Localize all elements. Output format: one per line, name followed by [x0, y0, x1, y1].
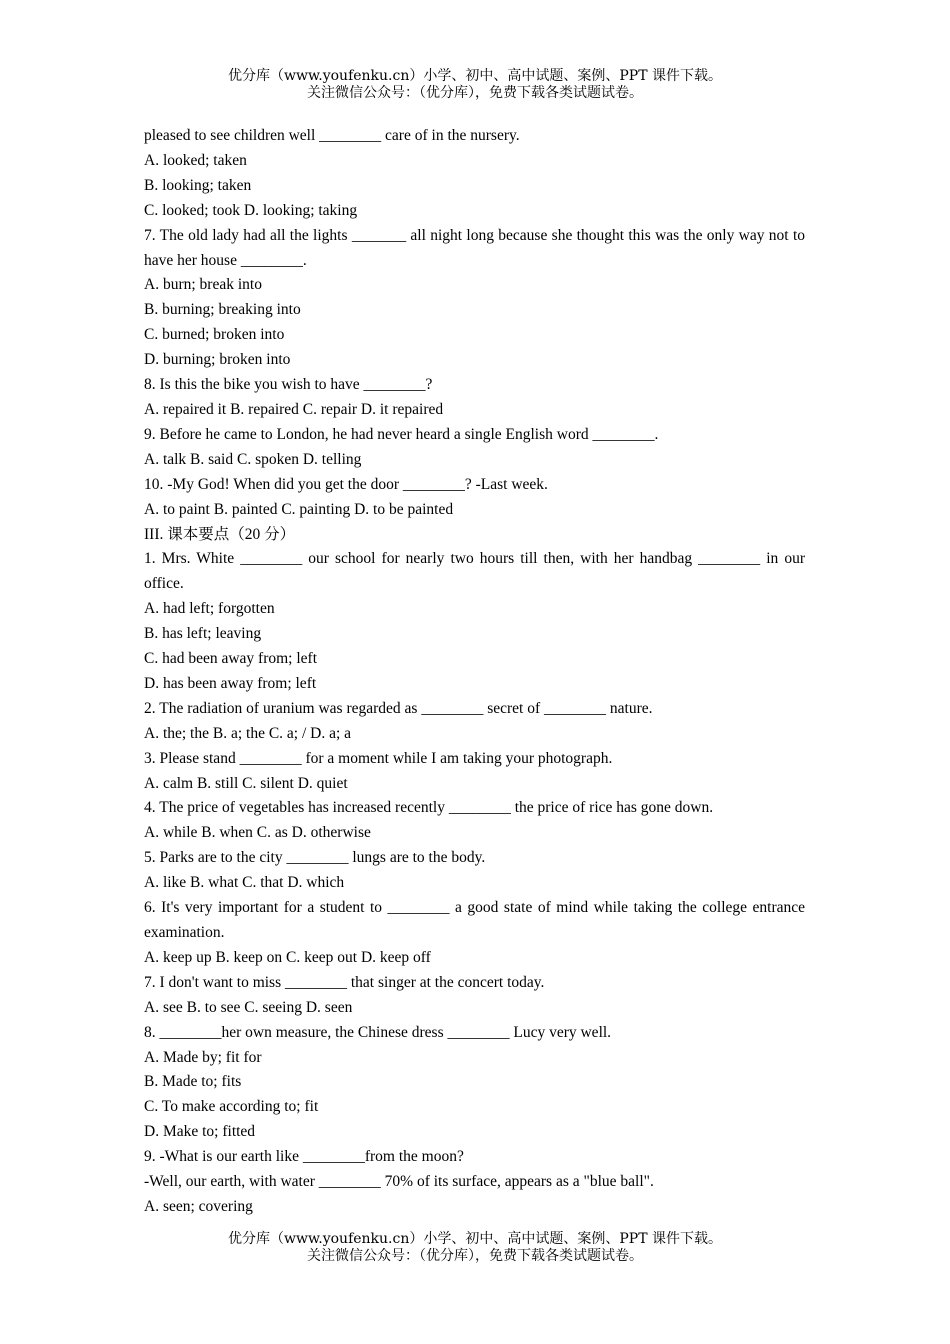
answer-options: A. keep up B. keep on C. keep out D. keep off [144, 948, 431, 966]
answer-option: C. burned; broken into [144, 326, 285, 344]
answer-option: B. burning; breaking into [144, 301, 301, 319]
section3-question-7: 7. I don't want to miss ________ that singer at the concert today. [144, 973, 545, 991]
answer-option: B. Made to; fits [144, 1073, 242, 1091]
answer-options: A. while B. when C. as D. otherwise [144, 824, 371, 842]
section3-question-8: 8. ________her own measure, the Chinese dress ________ Lucy very well. [144, 1023, 612, 1041]
answer-option: B. has left; leaving [144, 625, 262, 643]
section3-question-1: 1. Mrs. White ________ our school for nearly two hours till then, with her handbag ________ in our office. [144, 550, 805, 593]
section3-question-2: 2. The radiation of uranium was regarded as ________ secret of ________ nature. [144, 699, 653, 717]
answer-options: A. like B. what C. that D. which [144, 874, 345, 892]
answer-options: A. the; the B. a; the C. a; / D. a; a [144, 724, 352, 742]
answer-option: C. looked; took D. looking; taking [144, 201, 358, 219]
footer-line-1: 优分库（www.youfenku.cn）小学、初中、高中试题、案例、PPT 课件下载。 [227, 1231, 722, 1247]
answer-options: A. talk B. said C. spoken D. telling [144, 450, 362, 468]
answer-option: A. seen; covering [144, 1197, 253, 1215]
answer-option: C. To make according to; fit [144, 1098, 319, 1116]
answer-options: A. to paint B. painted C. painting D. to be painted [144, 500, 454, 518]
answer-options: A. repaired it B. repaired C. repair D. it repaired [144, 400, 444, 418]
section3-question-4: 4. The price of vegetables has increased recently ________ the price of rice has gone down. [144, 799, 714, 817]
answer-option: A. Made by; fit for [144, 1048, 262, 1066]
section3-question-6: 6. It's very important for a student to ________ a good state of mind while taking the college entrance examination. [144, 899, 805, 941]
answer-option: D. burning; broken into [144, 351, 291, 369]
section3-question-9: 9. -What is our earth like ________from the moon? [144, 1148, 464, 1166]
answer-option: A. looked; taken [144, 151, 247, 169]
section3-question-5: 5. Parks are to the city ________ lungs are to the body. [144, 849, 486, 867]
header-line-2: 关注微信公众号：（优分库），免费下载各类试题试卷。 [307, 85, 643, 101]
answer-option: D. Make to; fitted [144, 1123, 256, 1141]
answer-option: A. burn; break into [144, 276, 262, 294]
section-heading: III. 课本要点（20 分） [144, 525, 296, 543]
answer-option: B. looking; taken [144, 176, 252, 194]
page-footer [0, 1231, 950, 1265]
answer-option: D. has been away from; left [144, 674, 317, 692]
answer-options: A. calm B. still C. silent D. quiet [144, 774, 348, 792]
dialogue-line: -Well, our earth, with water ________ 70% of its surface, appears as a "blue ball". [144, 1173, 654, 1191]
question-10: 10. -My God! When did you get the door ________? -Last week. [144, 475, 548, 493]
answer-options: A. see B. to see C. seeing D. seen [144, 998, 353, 1016]
header-line-1: 优分库（www.youfenku.cn）小学、初中、高中试题、案例、PPT 课件下载。 [227, 68, 722, 84]
question-text: pleased to see children well ________ care of in the nursery. [144, 127, 520, 144]
document-body [144, 124, 805, 1220]
question-7: 7. The old lady had all the lights _______ all night long because she thought this was the only way not to have her house ________. [144, 226, 805, 269]
answer-option: A. had left; forgotten [144, 600, 275, 618]
footer-line-2: 关注微信公众号：（优分库），免费下载各类试题试卷。 [307, 1248, 643, 1264]
question-9: 9. Before he came to London, he had never heard a single English word ________. [144, 425, 659, 443]
answer-option: C. had been away from; left [144, 650, 318, 668]
section3-question-3: 3. Please stand ________ for a moment while I am taking your photograph. [144, 749, 613, 767]
page-header [0, 68, 950, 102]
question-8: 8. Is this the bike you wish to have ________? [144, 376, 433, 394]
